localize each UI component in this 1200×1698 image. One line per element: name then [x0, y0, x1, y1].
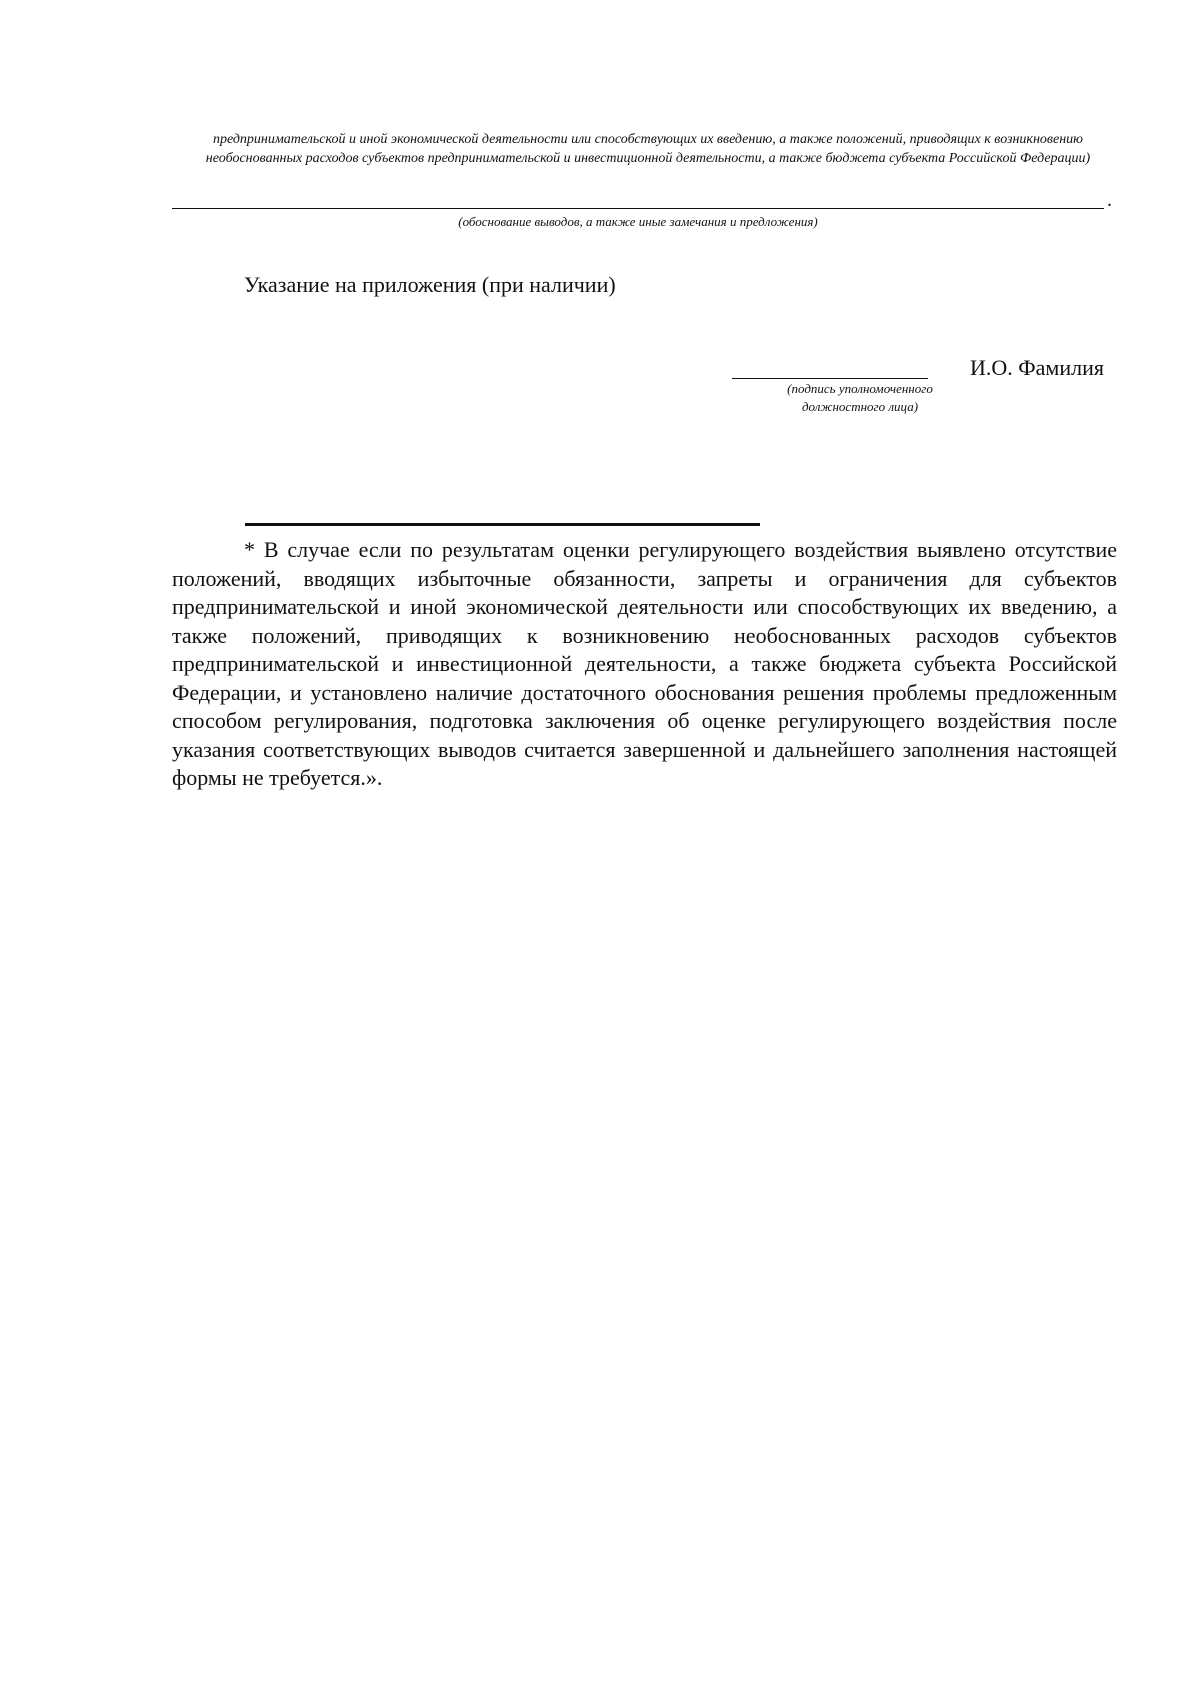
justification-caption: (обоснование выводов, а также иные замечания и предложения) [458, 214, 818, 229]
signature-caption-line-1: (подпись уполномоченного [787, 381, 933, 396]
footnote-separator [245, 523, 760, 526]
attachments-label: Указание на приложения (при наличии) [244, 272, 616, 297]
signatory-name: И.О. Фамилия [970, 355, 1104, 380]
footnote-text: * В случае если по результатам оценки регулирующего воздействия выявлено отсутствие положений, вводящих избыточные обязанности, запреты и ограничения для субъектов предпринимательской и иной экономической деятельности или способствующих их введению, а также положений, приводящих к возникновению необоснованных расходов субъектов предпринимательской и инвестиционной деятельности, а также бюджета субъекта Российской Федерации, и установлено наличие достаточного обоснования решения проблемы предложенным способом регулирования, подготовка заключения об оценке регулирующего воздействия после указания соответствующих выводов считается завершенной и дальнейшего заполнения настоящей формы не требуется.». [172, 537, 1117, 790]
signature-caption [740, 380, 980, 416]
signature-caption-line-2: должностного лица) [801, 399, 919, 414]
justification-line-end: . [1107, 189, 1112, 211]
signature-line [732, 378, 928, 379]
justification-fill-line [172, 208, 1104, 209]
top-italic-note: предпринимательской и иной экономической деятельности или способствующих их введению, а также положений, приводящих к возникновению необоснованных расходов субъектов предпринимательской и инвестиционной деятельности, а также бюджета субъекта Российской Федерации) [205, 132, 1091, 166]
